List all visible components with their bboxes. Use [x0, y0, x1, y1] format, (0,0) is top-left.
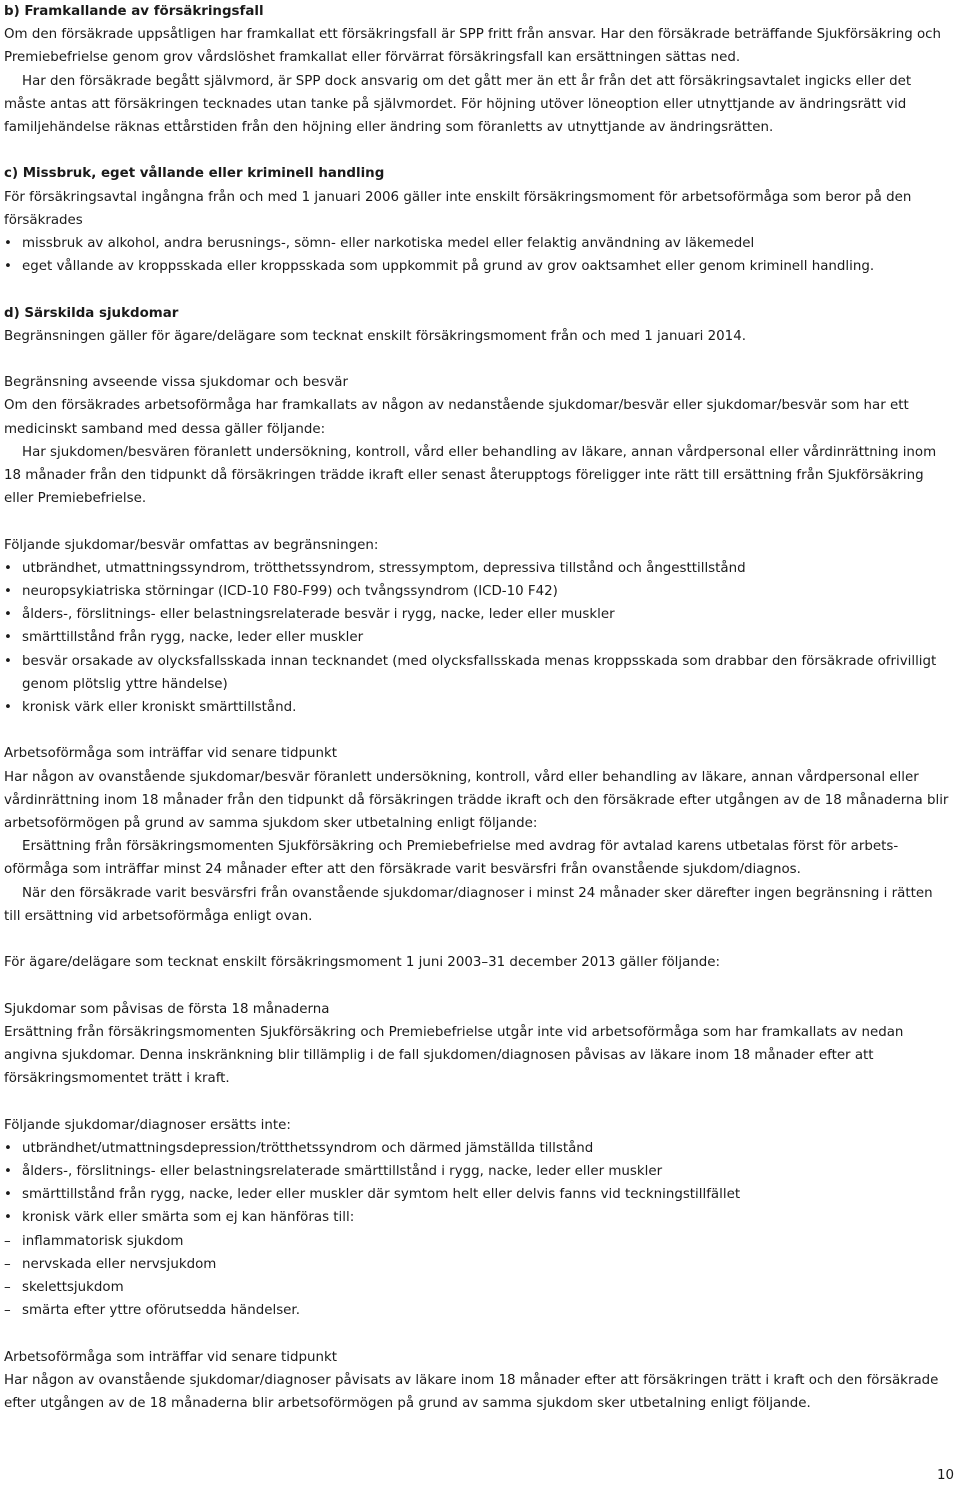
senare-1-paragraph-3: När den försäkrade varit besvärsfri från ovanstående sjukdomar/diagnoser i minst 24 månader sker därefter ingen begränsning i rätten till ersättning vid arbetsoförmåga enligt ovan. [4, 885, 933, 924]
list-item: • utbrändhet/utmattningsdepression/trötthetssyndrom och därmed jämställda tillstånd [4, 1137, 952, 1160]
section-c-heading: c) Missbruk, eget vållande eller kriminell handling [4, 166, 385, 182]
section-d-heading: d) Särskilda sjukdomar [4, 305, 179, 321]
list-item: – smärta efter yttre oförutsedda händelser. [4, 1299, 952, 1322]
section-b-heading: b) Framkallande av försäkringsfall [4, 4, 264, 19]
agare-note: För ägare/delägare som tecknat enskilt försäkringsmoment 1 juni 2003–31 december 2013 gäller följande: [4, 955, 721, 971]
foljande-1-list [4, 557, 952, 719]
document-page [4, 0, 952, 1415]
senare-2-heading: Arbetsoförmåga som inträffar vid senare tidpunkt [4, 1349, 338, 1365]
section-d-paragraph: Begränsningen gäller för ägare/delägare som tecknat enskilt försäkringsmoment från och med 1 januari 2014. [4, 328, 746, 344]
section-c-list [4, 232, 952, 278]
page-number: 10 [936, 1468, 954, 1483]
senare-1-heading: Arbetsoförmåga som inträffar vid senare tidpunkt [4, 746, 338, 762]
foljande-1-intro: Följande sjukdomar/besvär omfattas av begränsningen: [4, 537, 379, 553]
list-item: • ålders-, förslitnings- eller belastningsrelaterade besvär i rygg, nacke, leder eller muskler [4, 603, 952, 626]
senare-2-paragraph: Har någon av ovanstående sjukdomar/diagnoser påvisats av läkare inom 18 månader efter att försäkringen trätt i kraft och den försäkrade efter utgången av de 18 månaderna blir arbetsoförmögen på grund av samma sjukdom sker utbetalning enligt följande. [4, 1372, 939, 1412]
list-item: – nervskada eller nervsjukdom [4, 1253, 952, 1276]
forsta-18-heading: Sjukdomar som påvisas de första 18 månaderna [4, 1001, 330, 1017]
section-c-intro: För försäkringsavtal ingångna från och med 1 januari 2006 gäller inte enskilt försäkringsmoment för arbetsoförmåga som beror på den försäkrades [4, 189, 912, 228]
list-item: • smärttillstånd från rygg, nacke, leder eller muskler [4, 626, 952, 649]
list-item: • missbruk av alkohol, andra berusnings-, sömn- eller narkotiska medel eller felaktig användning av läkemedel [4, 232, 952, 255]
list-item: • smärttillstånd från rygg, nacke, leder eller muskler där symtom helt eller delvis fanns vid teckningstillfället [4, 1183, 952, 1206]
foljande-2-intro: Följande sjukdomar/diagnoser ersätts inte: [4, 1117, 291, 1133]
begransning-paragraph-2: Har sjukdomen/besvären föranlett undersökning, kontroll, vård eller behandling av läkare, annan vårdpersonal eller vårdinrättning inom 18 månader från den tidpunkt då försäkringen trädde ikraft eller senast återupptogs föreligger inte rätt till ersättning från Sjukförsäkring eller Premiebefrielse. [4, 444, 937, 507]
list-item: • eget vållande av kroppsskada eller kroppsskada som uppkommit på grund av grov oaktsamhet eller genom kriminell handling. [4, 255, 952, 278]
forsta-18-paragraph: Ersättning från försäkringsmomenten Sjukförsäkring och Premiebefrielse utgår inte vid arbetsoförmåga som har framkallats av nedan angivna sjukdomar. Denna inskränkning blir tillämplig i de fall sjukdomen/diagnosen påvisas av läkare inom 18 månader efter att försäkringsmomentet trätt i kraft. [4, 1024, 904, 1087]
begransning-heading: Begränsning avseende vissa sjukdomar och besvär [4, 375, 348, 391]
list-item: • kronisk värk eller kroniskt smärttillstånd. [4, 696, 952, 719]
list-item: – skelettsjukdom [4, 1276, 952, 1299]
begransning-paragraph-1: Om den försäkrades arbetsoförmåga har framkallats av någon av nedanstående sjukdomar/besvär eller sjukdomar/besvär som har ett medicinskt samband med dessa gäller följande: [4, 398, 909, 437]
list-item: • neuropsykiatriska störningar (ICD-10 F80-F99) och tvångssyndrom (ICD-10 F42) [4, 580, 952, 603]
foljande-2-dash-list [4, 1230, 952, 1323]
list-item: • besvär orsakade av olycksfallsskada innan tecknandet (med olycksfallsskada menas kroppsskada som drabbar den försäkrade ofrivilligt genom plötslig yttre händelse) [4, 650, 952, 696]
foljande-2-list [4, 1137, 952, 1230]
senare-1-paragraph-2: Ersättning från försäkringsmomenten Sjukförsäkring och Premiebefrielse med avdrag för avtalad karens utbetalas först för arbetsoförmåga som inträffar minst 24 månader efter att den försäkrade varit besvärsfri från ovanstående sjukdom/diagnos. [4, 839, 899, 878]
senare-1-paragraph-1: Har någon av ovanstående sjukdomar/besvär föranlett undersökning, kontroll, vård eller behandling av läkare, annan vårdpersonal eller vårdinrättning inom 18 månader från den tidpunkt då försäkringen trädde ikraft och den försäkrade efter utgången av de 18 månaderna blir arbetsoförmögen på grund av samma sjukdom sker utbetalning enligt följande: [4, 769, 949, 832]
list-item: – inflammatorisk sjukdom [4, 1230, 952, 1253]
list-item: • ålders-, förslitnings- eller belastningsrelaterade smärttillstånd i rygg, nacke, leder eller muskler [4, 1160, 952, 1183]
section-b-paragraph-1: Om den försäkrade uppsåtligen har framkallat ett försäkringsfall är SPP fritt från ansvar. Har den försäkrade beträffande Sjukförsäkring och Premiebefrielse genom grov vårdslöshet framkallat eller förvärrat försäkringsfall kan ersättningen sättas ned. [4, 27, 942, 66]
section-b-paragraph-2: Har den försäkrade begått självmord, är SPP dock ansvarig om det gått mer än ett år från det att försäkringsavtalet ingicks eller det måste antas att försäkringen tecknades utan tanke på självmordet. För höjning utöver löneoption eller utnyttjande av ändringsrätt vid familjehändelse räknas ettårstiden från den höjning eller ändring som föranletts av utnyttjande av ändringsrätten. [4, 73, 912, 136]
list-item: • utbrändhet, utmattningssyndrom, trötthetssyndrom, stressymptom, depressiva tillstånd och ångesttillstånd [4, 557, 952, 580]
list-item: • kronisk värk eller smärta som ej kan hänföras till: [4, 1206, 952, 1229]
